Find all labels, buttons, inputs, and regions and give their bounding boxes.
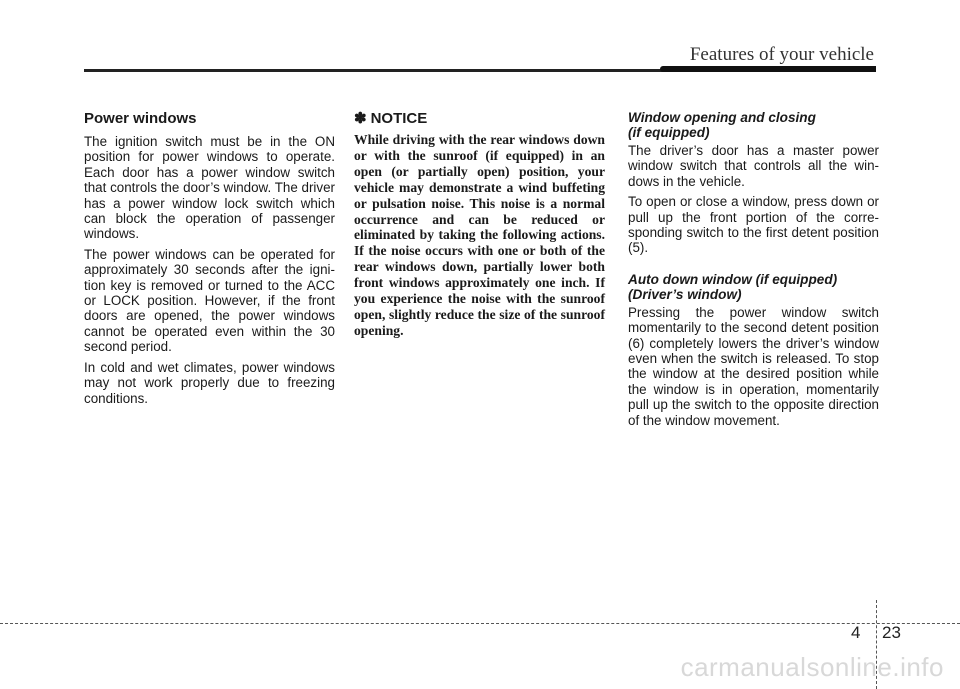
paragraph: The driver’s door has a master power window switch that controls all the windows in the vehicle. [628,143,879,189]
notice-title: NOTICE [370,110,428,127]
column-notice [354,110,605,339]
paragraph: In cold and wet climates, power windows may not work properly due to freezing conditions. [84,359,335,406]
column-power-windows [84,110,335,411]
notice-body: While driving with the rear windows down or with the sunroof (if equipped) in an open (or partially open) position, your vehicle may demonstrate a wind buffeting or pulsation noise. This noise is a normal occurrence and can be reduced or eliminated by taking the following actions. If the noise occurs with one or both of the rear windows down, partially lower both front windows approximately one inch. If you experience the noise with the sunroof open, slightly reduce the size of the sunroof opening. [354,132,605,338]
footer-rule [0,623,960,624]
page-number: 23 [882,623,901,642]
subheading-auto-down-window [628,272,879,302]
subheading-window-opening [628,110,879,140]
watermark: carmanualsonline.info [680,652,944,682]
subheading-line: (if equipped) [628,125,710,140]
page-header-title: Features of your vehicle [689,44,874,65]
paragraph: The power windows can be operated for approximately 30 seconds after the ignition key is removed or turned to the ACC or LOCK position. However, if the front doors are opened, the power windows cannot be operated even within the 30 second period. [84,246,335,355]
paragraph: Pressing the power window switch momentarily to the second detent position (6) completely lowers the driver’s window even when the switch is released. To stop the window at the desired position while the window is in operation, momentarily pull up the switch to the opposite direction of the window movement. [628,304,879,428]
notice-mark-icon: ✽ [354,110,367,127]
notice-heading [354,110,605,128]
chapter-number: 4 [851,623,861,642]
subheading-line: (Driver’s window) [628,286,742,302]
header-rule-accent [660,66,876,72]
column-window-operation [628,110,879,433]
subheading-line: Window opening and closing [628,110,816,125]
paragraph: The ignition switch must be in the ON position for power windows to operate. Each door has a power window switch that controls the door’s window. The driver has a power window lock switch which can block the operation of passenger windows. [84,134,335,242]
section-heading-power-windows: Power windows [84,110,197,127]
subheading-line: Auto down window (if equipped) [628,271,838,287]
paragraph: To open or close a window, press down or pull up the front portion of the corresponding switch to the first detent position (5). [628,194,879,256]
